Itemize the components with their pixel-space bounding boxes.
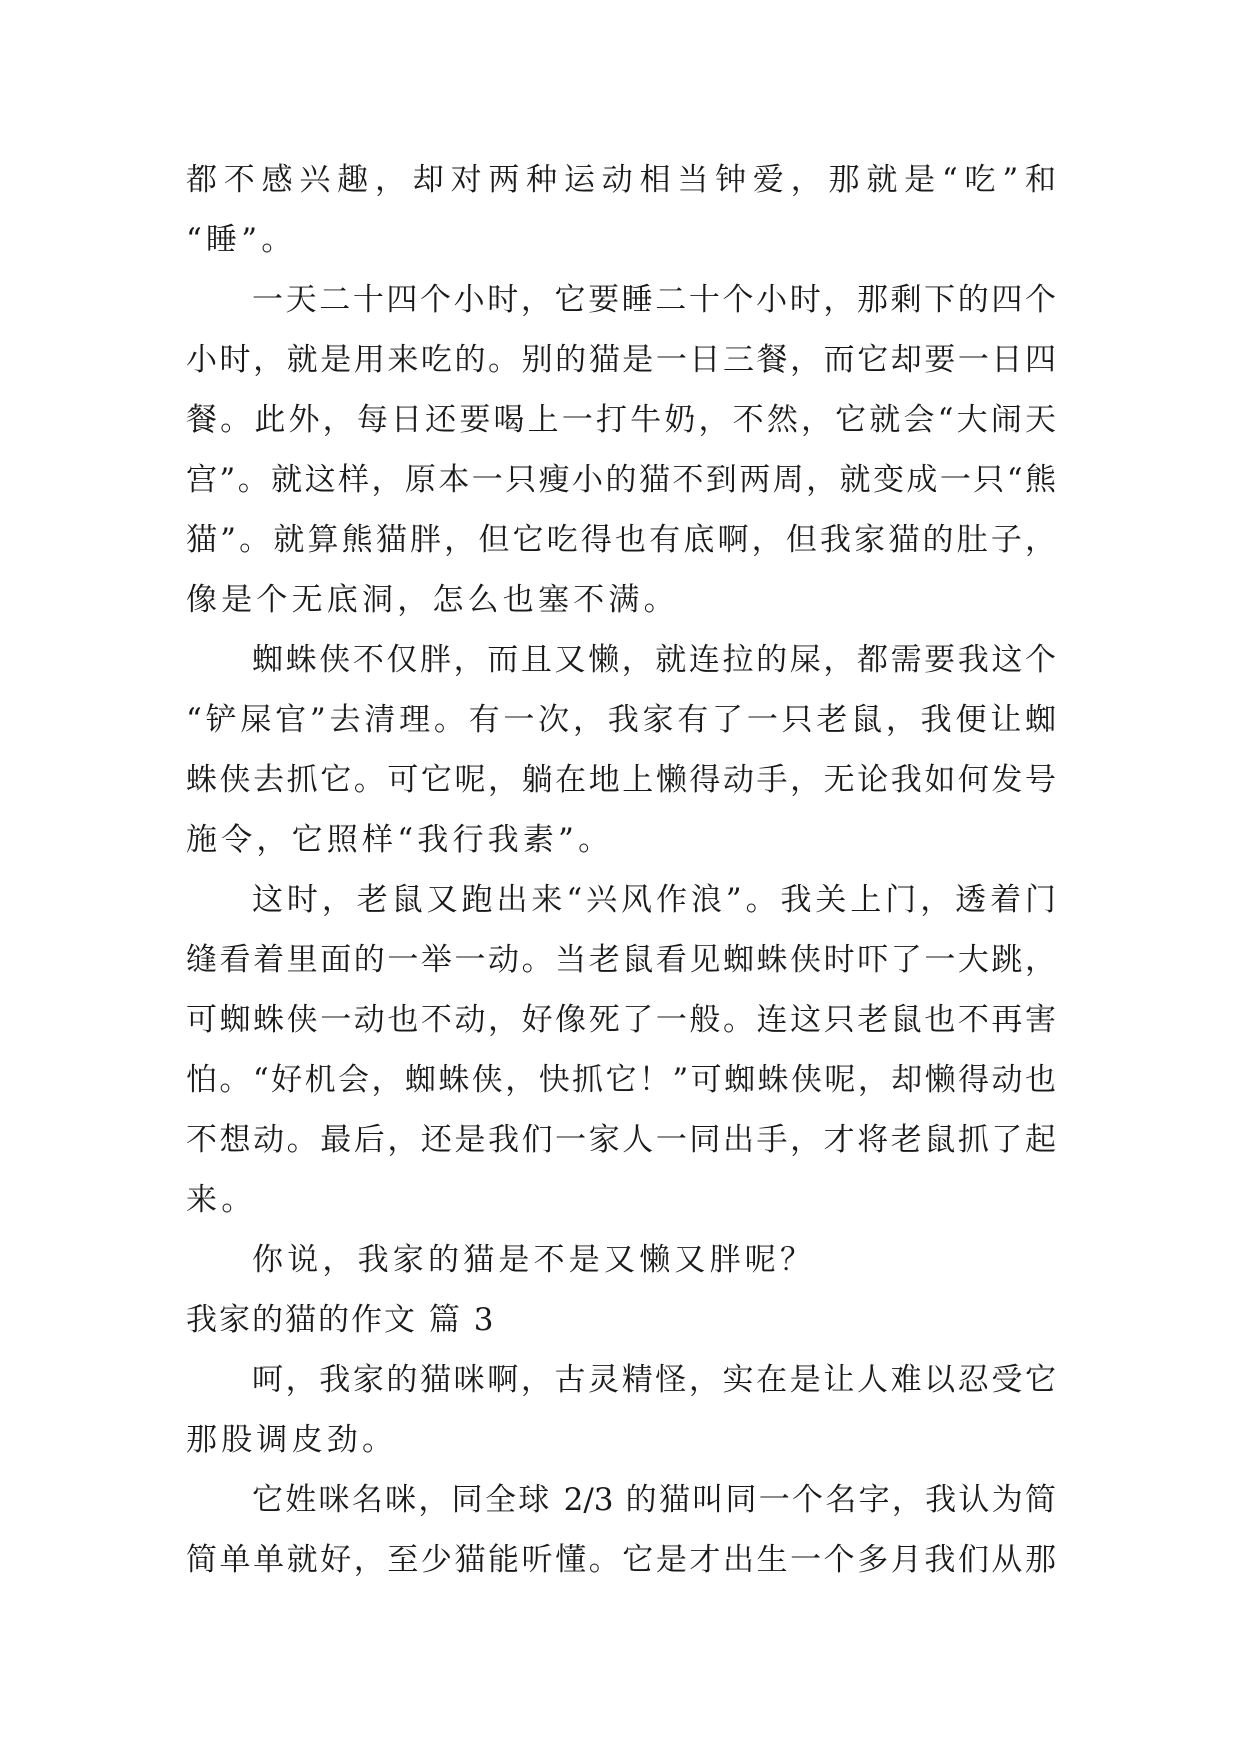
paragraph-start-line: 蜘蛛侠不仅胖，而且又懒，就连拉的屎，都需要我这个 (252, 642, 1056, 678)
text-line: 施令，它照样“我行我素”。 (186, 822, 614, 858)
essay-text (186, 150, 1056, 1590)
text-line: 像是个无底洞，怎么也塞不满。 (186, 582, 679, 618)
text-line: 缝看着里面的一举一动。当老鼠看见蜘蛛侠时吓了一大跳， (186, 942, 1056, 978)
paragraph-start-line: 呵，我家的猫咪啊，古灵精怪，实在是让人难以忍受它 (252, 1362, 1056, 1398)
text-line: “睡”。 (186, 222, 297, 258)
paragraph-start-line: 这时，老鼠又跑出来“兴风作浪”。我关上门，透着门 (252, 882, 1056, 918)
text-line: 猫”。就算熊猫胖，但它吃得也有底啊，但我家猫的肚子， (186, 522, 1056, 558)
text-line: 不想动。最后，还是我们一家人一同出手，才将老鼠抓了起 (186, 1122, 1056, 1158)
paragraph-start-line: 一天二十四个小时，它要睡二十个小时，那剩下的四个 (252, 282, 1056, 318)
section-heading: 我家的猫的作文 篇 3 (186, 1302, 496, 1338)
text-line: 蛛侠去抓它。可它呢，躺在地上懒得动手，无论我如何发号 (186, 762, 1056, 798)
text-line: 怕。“好机会，蜘蛛侠，快抓它！”可蜘蛛侠呢，却懒得动也 (186, 1062, 1056, 1098)
text-line: 小时，就是用来吃的。别的猫是一日三餐，而它却要一日四 (186, 342, 1056, 378)
text-line: 简单单就好，至少猫能听懂。它是才出生一个多月我们从那 (186, 1542, 1056, 1578)
paragraph-start-line: 它姓咪名咪，同全球 2/3 的猫叫同一个名字，我认为简 (252, 1482, 1056, 1518)
text-line: 那股调皮劲。 (186, 1422, 398, 1458)
paragraph-start-line: 你说，我家的猫是不是又懒又胖呢？ (252, 1242, 816, 1278)
text-line: 都不感兴趣，却对两种运动相当钟爱，那就是“吃”和 (186, 162, 1056, 198)
text-line: 宫”。就这样，原本一只瘦小的猫不到两周，就变成一只“熊 (186, 462, 1056, 498)
text-line: 来。 (186, 1182, 257, 1218)
text-line: 可蜘蛛侠一动也不动，好像死了一般。连这只老鼠也不再害 (186, 1002, 1056, 1038)
text-line: “铲屎官”去清理。有一次，我家有了一只老鼠，我便让蜘 (186, 702, 1056, 738)
text-line: 餐。此外，每日还要喝上一打牛奶，不然，它就会“大闹天 (186, 402, 1056, 438)
